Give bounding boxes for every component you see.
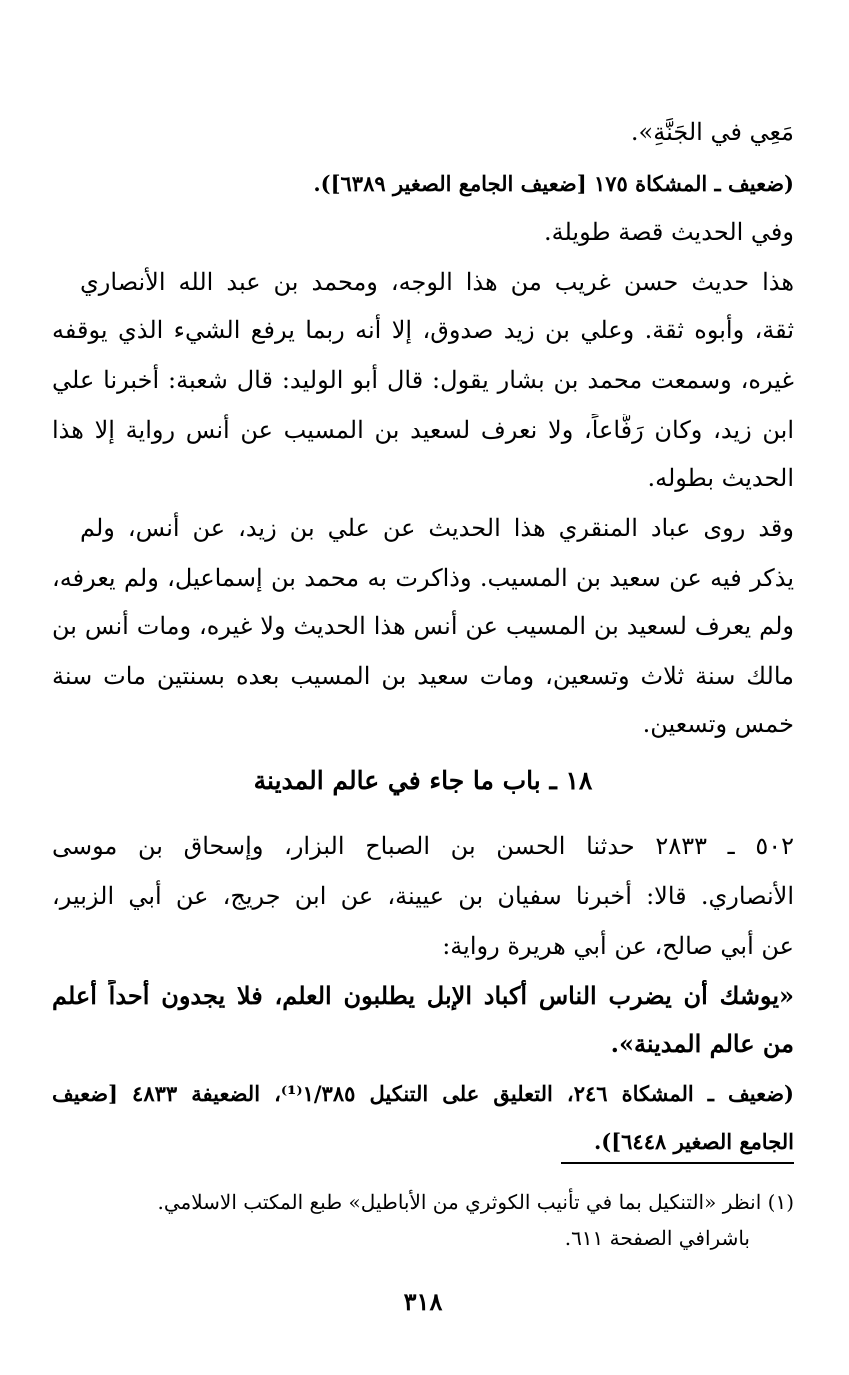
footnote-divider (561, 1162, 794, 1164)
text-line: ثقة، وأبوه ثقة. وعلي بن زيد صدوق، إلا أنه ربما يرفع الشيء الذي يوقفه (52, 316, 794, 344)
text-line: وفي الحديث قصة طويلة. (543, 218, 794, 246)
text-line: عن أبي صالح، عن أبي هريرة رواية: (442, 932, 794, 960)
text-line: هذا حديث حسن غريب من هذا الوجه، ومحمد بن عبد الله الأنصاري (80, 268, 794, 296)
hadith-text: من عالم المدينة». (610, 1029, 794, 1058)
text-line: خمس وتسعين. (642, 710, 794, 738)
text-line: غيره، وسمعت محمد بن بشار يقول: قال أبو الوليد: قال شعبة: أخبرنا علي (52, 366, 794, 394)
text-line: مالك سنة ثلاث وتسعين، ومات سعيد بن المسيب بعده بسنتين مات سنة (52, 662, 794, 690)
text-line: ولم يعرف لسعيد بن المسيب عن أنس هذا الحديث ولا غيره، ومات أنس بن (52, 612, 794, 640)
text-line: ابن زيد، وكان رَفَّاعاً، ولا نعرف لسعيد بن المسيب عن أنس رواية إلا هذا (52, 416, 794, 444)
document-page (52, 0, 794, 1375)
hadith-text: «يوشك أن يضرب الناس أكباد الإبل يطلبون العلم، فلا يجدون أحداً أعلم (52, 981, 794, 1010)
footnote-text: (١) انظر «التنكيل بما في تأنيب الكوثري من الأباطيل» طبع المكتب الاسلامي. (157, 1190, 794, 1214)
text-line: ٥٠٢ ـ ٢٨٣٣ حدثنا الحسن بن الصباح البزار، وإسحاق بن موسى (52, 832, 794, 860)
citation-line: (ضعيف ـ المشكاة ١٧٥ [ضعيف الجامع الصغير ٦٣٨٩]). (313, 171, 794, 196)
citation-line: (ضعيف ـ المشكاة ٢٤٦، التعليق على التنكيل ١/٣٨٥⁽¹⁾، الضعيفة ٤٨٣٣ [ضعيف (52, 1081, 794, 1106)
text-line: يذكر فيه عن سعيد بن المسيب. وذاكرت به محمد بن إسماعيل، ولم يعرفه، (52, 564, 794, 592)
text-line: الأنصاري. قالا: أخبرنا سفيان بن عيينة، عن ابن جريج، عن أبي الزبير، (52, 882, 794, 910)
footnote-text: باشرافي الصفحة ٦١١. (564, 1226, 750, 1250)
text-line: مَعِي في الجَنَّةِ». (630, 118, 794, 146)
page-number: ٣١٨ (403, 1287, 443, 1316)
text-line: الحديث بطوله. (647, 464, 794, 492)
citation-line: الجامع الصغير ٦٤٤٨]). (593, 1129, 794, 1154)
chapter-heading: ١٨ ـ باب ما جاء في عالم المدينة (253, 766, 593, 795)
text-line: وقد روى عباد المنقري هذا الحديث عن علي بن زيد، عن أنس، ولم (80, 514, 794, 542)
